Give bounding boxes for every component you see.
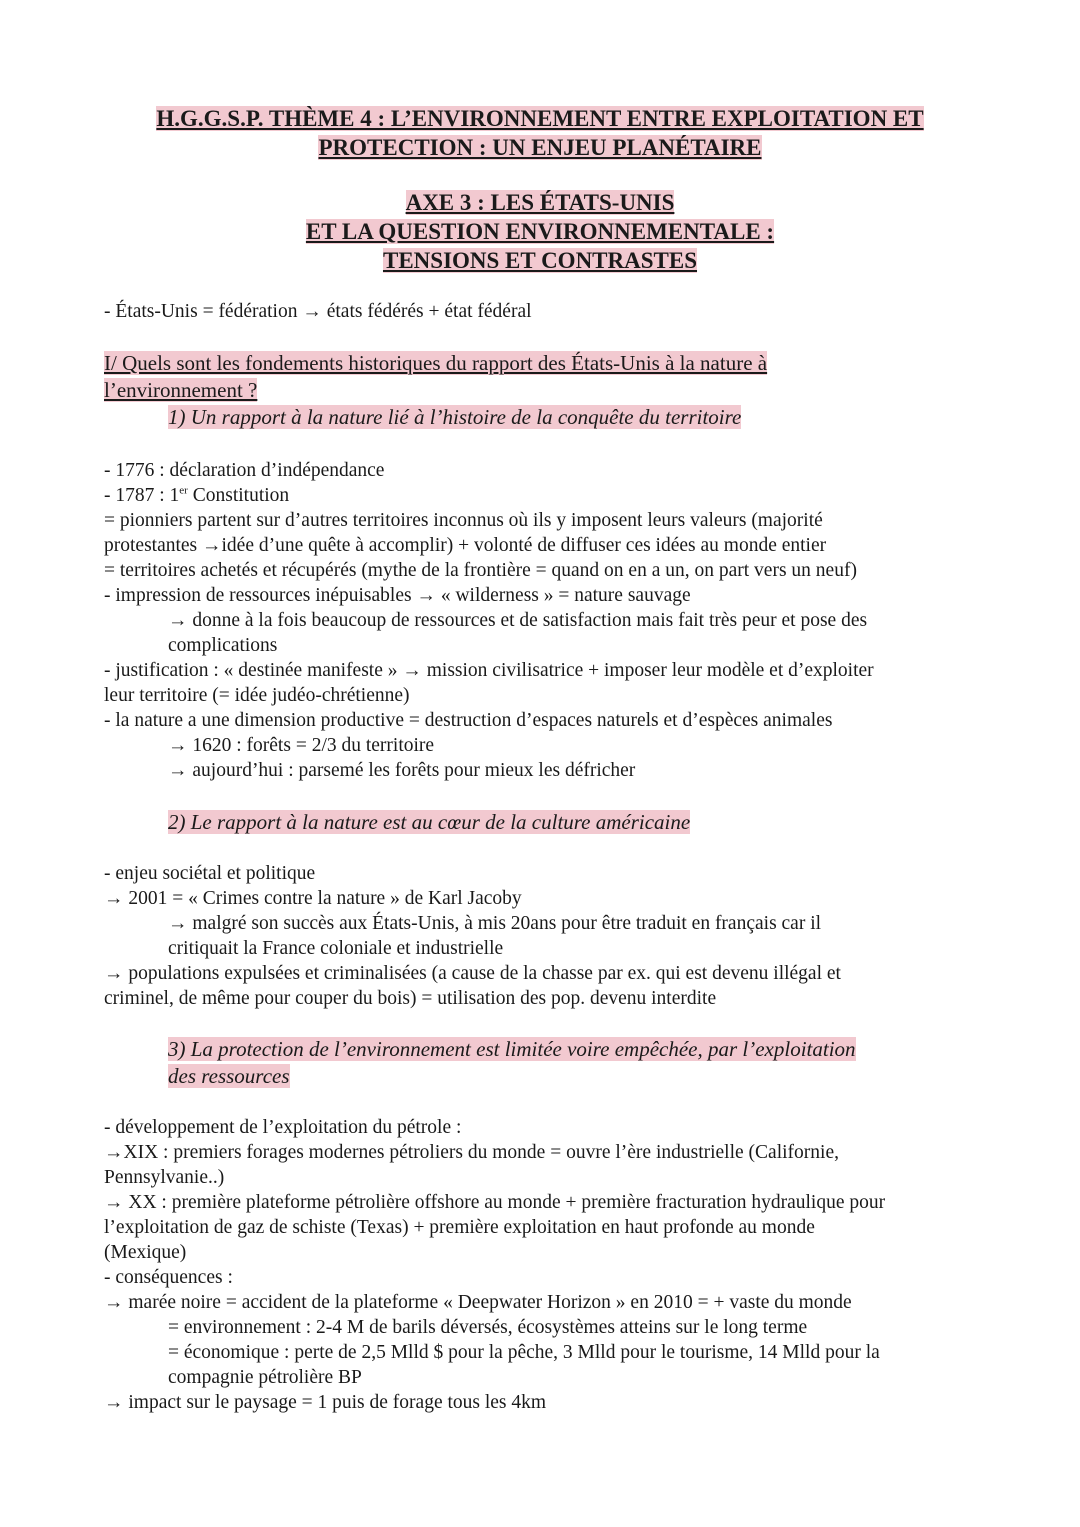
- s1-line-11: → 1620 : forêts = 2/3 du territoire: [168, 735, 435, 756]
- s2-line-3: → malgré son succès aux États-Unis, à mis 20ans pour être traduit en français car il: [168, 913, 822, 934]
- s1-line-2: = pionniers partent sur d’autres territoires inconnus où ils y imposent leurs valeurs (majorité: [104, 510, 823, 531]
- document-title: [90, 104, 990, 162]
- s3-line-2: →XIX : premiers forages modernes pétroliers du monde = ouvre l’ère industrielle (Californie,: [104, 1142, 839, 1163]
- s3-line-10: = économique : perte de 2,5 Mlld $ pour la pêche, 3 Mlld pour le tourisme, 14 Mlld pour la: [168, 1342, 880, 1363]
- s2-line-2: → 2001 = « Crimes contre la nature » de Karl Jacoby: [104, 888, 522, 909]
- section-1-title: 1) Un rapport à la nature lié à l’histoire de la conquête du territoire: [168, 405, 742, 429]
- title-line-2: PROTECTION : UN ENJEU PLANÉTAIRE: [318, 135, 762, 160]
- s1-line-constitution: - 1787 : 1er Constitution: [104, 484, 290, 506]
- title-line-1: H.G.G.S.P. THÈME 4 : L’ENVIRONNEMENT ENTRE EXPLOITATION ET: [156, 106, 924, 131]
- s2-line-6: criminel, de même pour couper du bois) = utilisation des pop. devenu interdite: [104, 988, 717, 1009]
- s2-line-1: - enjeu sociétal et politique: [104, 863, 316, 884]
- axis-title: [90, 188, 990, 275]
- axis-title-line-3: TENSIONS ET CONTRASTES: [382, 248, 698, 273]
- s1-line-12: → aujourd’hui : parsemé les forêts pour mieux les défricher: [168, 760, 636, 781]
- s3-line-7: - conséquences :: [104, 1267, 233, 1288]
- s1-line-7: complications: [168, 635, 278, 656]
- s3-line-8: → marée noire = accident de la plateforme « Deepwater Horizon » en 2010 = + vaste du monde: [104, 1292, 852, 1313]
- s1-line-4: = territoires achetés et récupérés (mythe de la frontière = quand on en a un, on part vers un neuf): [104, 560, 857, 581]
- s3-line-4: → XX : première plateforme pétrolière offshore au monde + première fracturation hydraulique pour: [104, 1192, 886, 1213]
- intro-line: - États-Unis = fédération → états fédérés + état fédéral: [104, 301, 532, 322]
- s1-line-5: - impression de ressources inépuisables → « wilderness » = nature sauvage: [104, 585, 691, 606]
- s3-line-12: → impact sur le paysage = 1 puis de forage tous les 4km: [104, 1392, 547, 1413]
- s1-line-6: → donne à la fois beaucoup de ressources et de satisfaction mais fait très peur et pose des: [168, 610, 868, 631]
- s1-line-1: - 1776 : déclaration d’indépendance: [104, 460, 385, 481]
- part1-question-line-1: I/ Quels sont les fondements historiques du rapport des États-Unis à la nature à: [104, 351, 768, 375]
- s3-line-9: = environnement : 2-4 M de barils déversés, écosystèmes atteins sur le long terme: [168, 1317, 808, 1338]
- part1-question-line-2: l’environnement ?: [104, 378, 258, 402]
- s2-line-5: → populations expulsées et criminalisées (a cause de la chasse par ex. qui est devenu illégal et: [104, 963, 841, 984]
- axis-title-line-1: AXE 3 : LES ÉTATS-UNIS: [405, 190, 675, 215]
- section-3-title-line-1: 3) La protection de l’environnement est limitée voire empêchée, par l’exploitation: [168, 1037, 856, 1061]
- s3-line-5: l’exploitation de gaz de schiste (Texas) + première exploitation en haut profonde au monde: [104, 1217, 815, 1238]
- axis-title-line-2: ET LA QUESTION ENVIRONNEMENTALE :: [305, 219, 775, 244]
- s3-line-11: compagnie pétrolière BP: [168, 1367, 362, 1388]
- section-2-title: 2) Le rapport à la nature est au cœur de la culture américaine: [168, 810, 691, 834]
- s2-line-4: critiquait la France coloniale et industrielle: [168, 938, 504, 959]
- s1-line-8: - justification : « destinée manifeste » → mission civilisatrice + imposer leur modèle et d’exploiter: [104, 660, 874, 681]
- section-3-title-line-2: des ressources: [168, 1064, 290, 1088]
- s3-line-6: (Mexique): [104, 1242, 187, 1263]
- s1-line-9: leur territoire (= idée judéo-chrétienne): [104, 685, 410, 706]
- s1-line-3: protestantes →idée d’une quête à accomplir) + volonté de diffuser ces idées au monde entier: [104, 535, 827, 556]
- s3-line-1: - développement de l’exploitation du pétrole :: [104, 1117, 462, 1138]
- s3-line-3: Pennsylvanie..): [104, 1167, 225, 1188]
- s1-line-10: - la nature a une dimension productive = destruction d’espaces naturels et d’espèces animales: [104, 710, 833, 731]
